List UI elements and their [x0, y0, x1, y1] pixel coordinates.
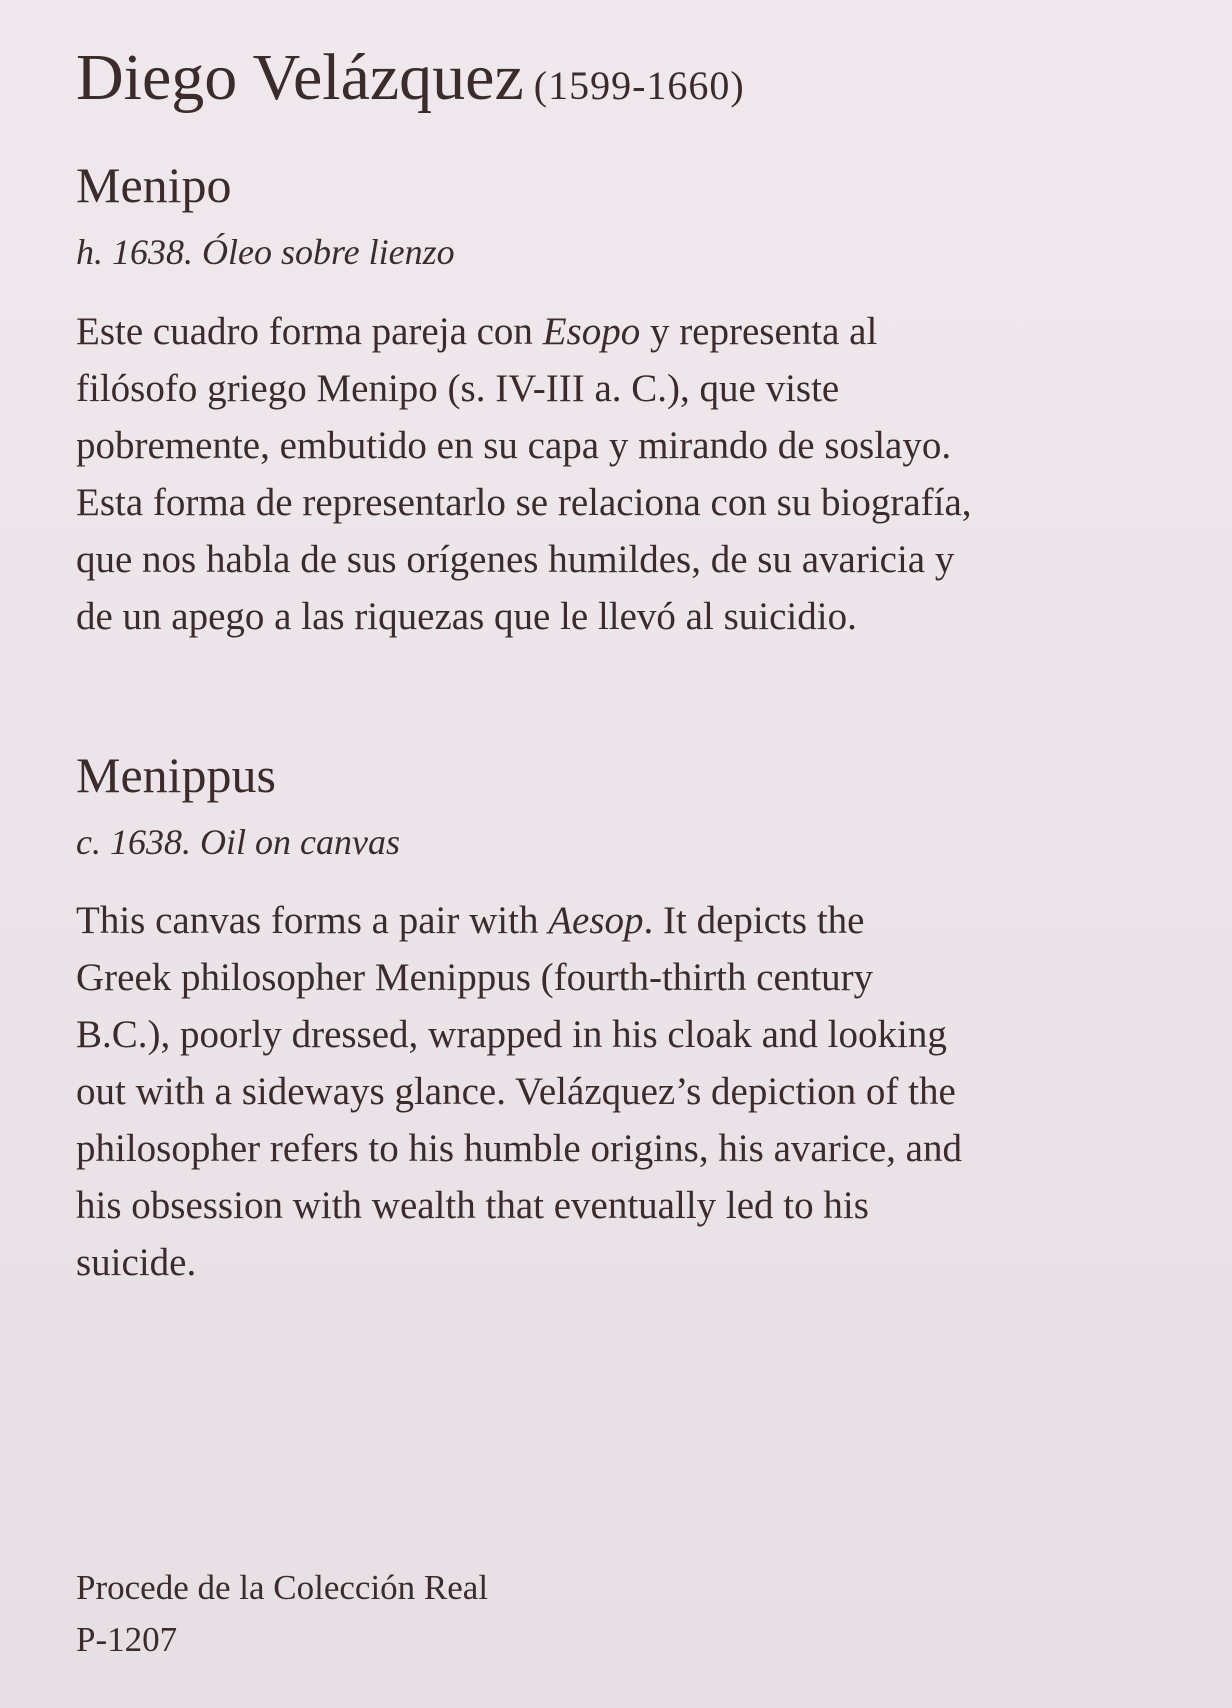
spanish-line: Esta forma de representarlo se relaciona con su biografía, [76, 481, 972, 524]
provenance-text: Procede de la Colección Real [76, 1568, 489, 1607]
english-line: B.C.), poorly dressed, wrapped in his cloak and looking [76, 1013, 947, 1056]
english-description [76, 892, 1186, 1291]
artist-name: Diego Velázquez [76, 41, 524, 114]
catalog-number: P-1207 [76, 1620, 178, 1659]
english-line: suicide. [76, 1241, 197, 1284]
spanish-meta: h. 1638. Óleo sobre lienzo [76, 232, 455, 272]
english-line: out with a sideways glance. Velázquez’s depiction of the [76, 1070, 956, 1113]
english-meta: c. 1638. Oil on canvas [76, 822, 400, 862]
english-line: philosopher refers to his humble origins, his avarice, and [76, 1127, 962, 1170]
provenance-footer [76, 1562, 488, 1666]
spanish-title: Menipo [76, 157, 232, 213]
spanish-pair-title: Esopo [542, 310, 641, 353]
artist-dates: (1599-1660) [533, 63, 745, 108]
english-line: his obsession with wealth that eventually led to his [76, 1184, 869, 1227]
english-line: Greek philosopher Menippus (fourth-thirth century [76, 956, 874, 999]
spanish-line: pobremente, embutido en su capa y mirando de soslayo. [76, 424, 952, 467]
english-line: This canvas forms a pair with Aesop. It depicts the [76, 899, 865, 942]
spanish-line: que nos habla de sus orígenes humildes, de su avaricia y [76, 538, 955, 581]
spanish-line: filósofo griego Menipo (s. IV-III a. C.), que viste [76, 367, 840, 410]
artist-heading [76, 38, 745, 126]
english-title: Menippus [76, 747, 276, 803]
museum-label [76, 0, 1186, 1708]
spanish-line: de un apego a las riquezas que le llevó al suicidio. [76, 595, 857, 638]
spanish-line: Este cuadro forma pareja con Esopo y representa al [76, 310, 878, 353]
spanish-description [76, 303, 1186, 645]
english-pair-title: Aesop [548, 899, 644, 942]
